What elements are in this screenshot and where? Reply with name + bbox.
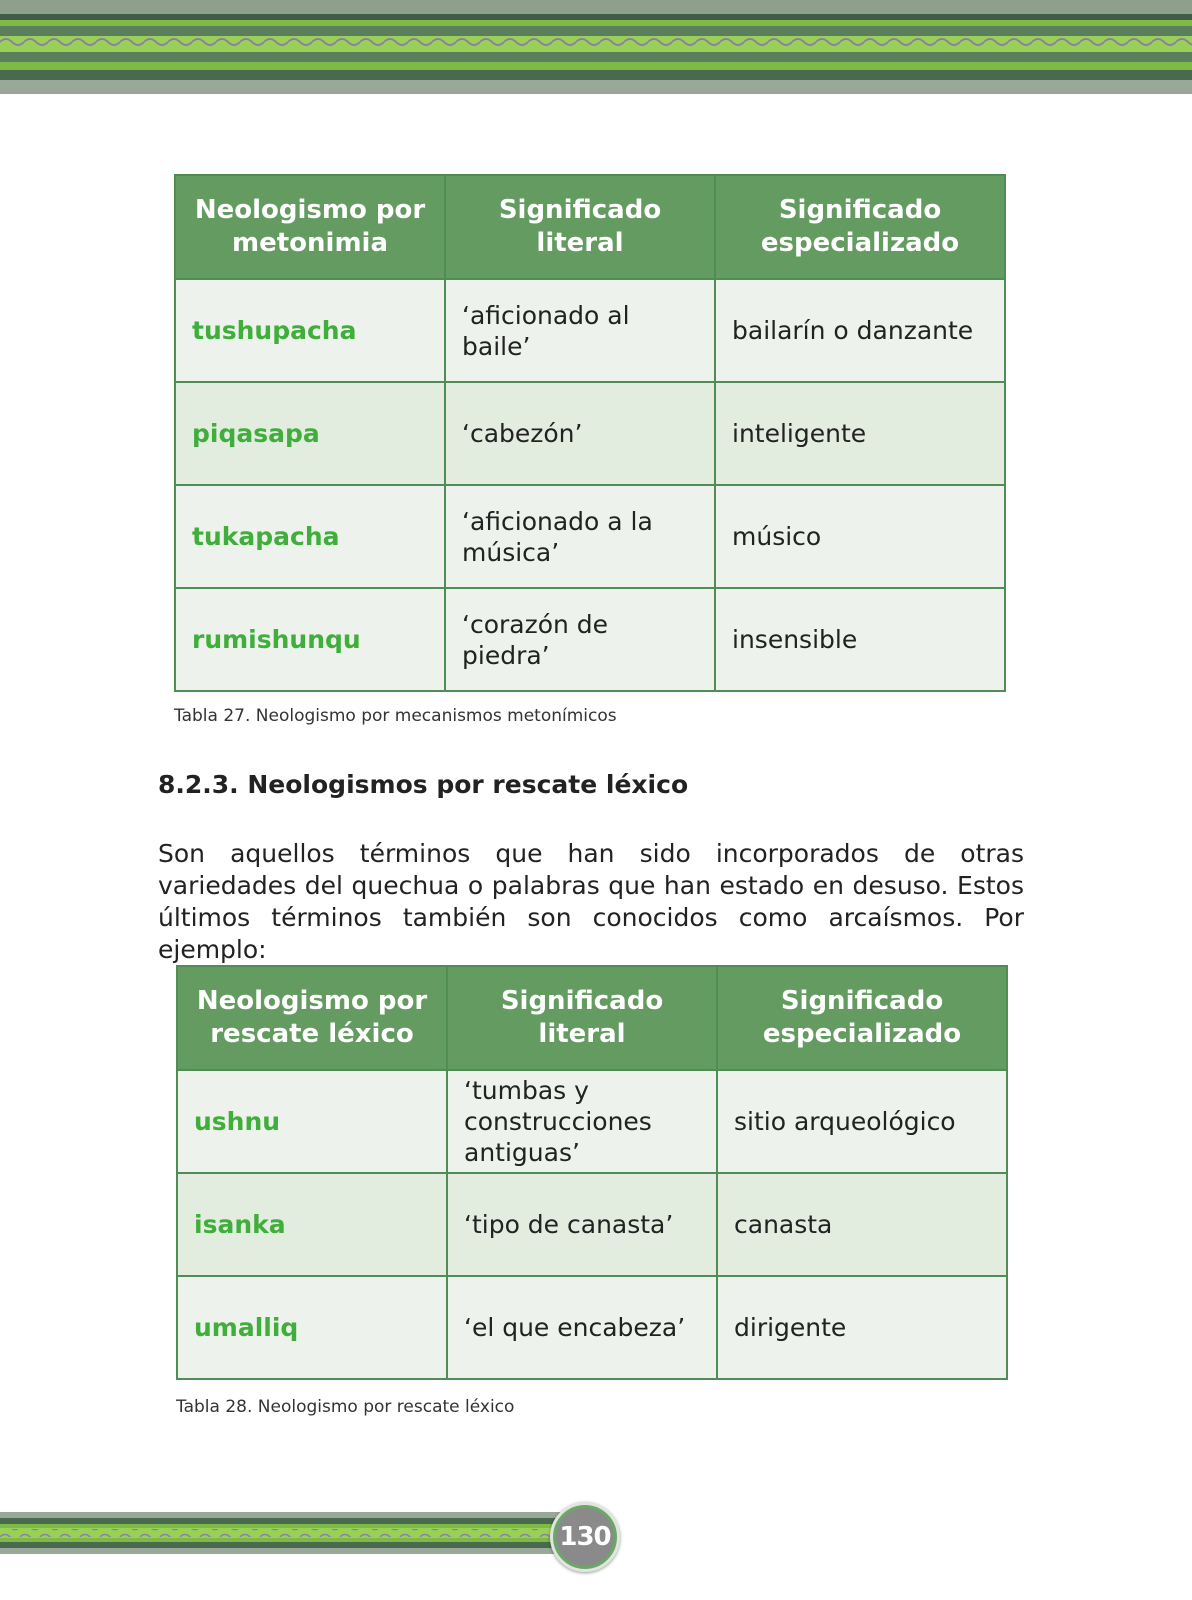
special-cell: inteligente xyxy=(715,382,1005,485)
literal-cell: ‘aficionado a la música’ xyxy=(445,485,715,588)
literal-cell: ‘tumbas y construcciones antiguas’ xyxy=(447,1070,717,1173)
table-28 xyxy=(176,965,1008,1380)
page-number-badge xyxy=(550,1502,620,1572)
term-cell: tushupacha xyxy=(175,279,445,382)
literal-cell: ‘cabezón’ xyxy=(445,382,715,485)
header-cell: Significado literal xyxy=(447,966,717,1070)
table-row xyxy=(175,485,1005,588)
table-row xyxy=(175,588,1005,691)
term-cell: piqasapa xyxy=(175,382,445,485)
term-cell: umalliq xyxy=(177,1276,447,1379)
literal-cell: ‘el que encabeza’ xyxy=(447,1276,717,1379)
table-row xyxy=(175,279,1005,382)
table-27 xyxy=(174,174,1006,692)
term-cell: tukapacha xyxy=(175,485,445,588)
literal-cell: ‘aficionado al baile’ xyxy=(445,279,715,382)
term-cell: rumishunqu xyxy=(175,588,445,691)
special-cell: músico xyxy=(715,485,1005,588)
literal-cell: ‘corazón de piedra’ xyxy=(445,588,715,691)
literal-cell: ‘tipo de canasta’ xyxy=(447,1173,717,1276)
table-27-caption: Tabla 27. Neologismo por mecanismos metonímicos xyxy=(174,706,617,726)
header-cell: Neologismo por metonimia xyxy=(175,175,445,279)
table-row xyxy=(177,1173,1007,1276)
special-cell: canasta xyxy=(717,1173,1007,1276)
header-cell: Significado especializado xyxy=(717,966,1007,1070)
header-cell: Neologismo por rescate léxico xyxy=(177,966,447,1070)
section-paragraph: Son aquellos términos que han sido incorporados de otras variedades del quechua o palabras que han estado en desuso. Estos últimos términos también son conocidos como arcaísmos. Por ejemplo: xyxy=(158,839,1024,964)
table-28-caption: Tabla 28. Neologismo por rescate léxico xyxy=(176,1397,515,1417)
term-cell: ushnu xyxy=(177,1070,447,1173)
page-number: 130 xyxy=(559,1522,611,1552)
bottom-decorative-band xyxy=(0,1512,560,1554)
table-header-row xyxy=(177,966,1007,1070)
term-cell: isanka xyxy=(177,1173,447,1276)
special-cell: insensible xyxy=(715,588,1005,691)
header-cell: Significado literal xyxy=(445,175,715,279)
table-row xyxy=(177,1070,1007,1173)
header-cell: Significado especializado xyxy=(715,175,1005,279)
table-row xyxy=(177,1276,1007,1379)
top-decorative-band xyxy=(0,0,1192,94)
table-header-row xyxy=(175,175,1005,279)
table-row xyxy=(175,382,1005,485)
special-cell: bailarín o danzante xyxy=(715,279,1005,382)
section-heading: 8.2.3. Neologismos por rescate léxico xyxy=(158,770,689,799)
special-cell: sitio arqueológico xyxy=(717,1070,1007,1173)
special-cell: dirigente xyxy=(717,1276,1007,1379)
